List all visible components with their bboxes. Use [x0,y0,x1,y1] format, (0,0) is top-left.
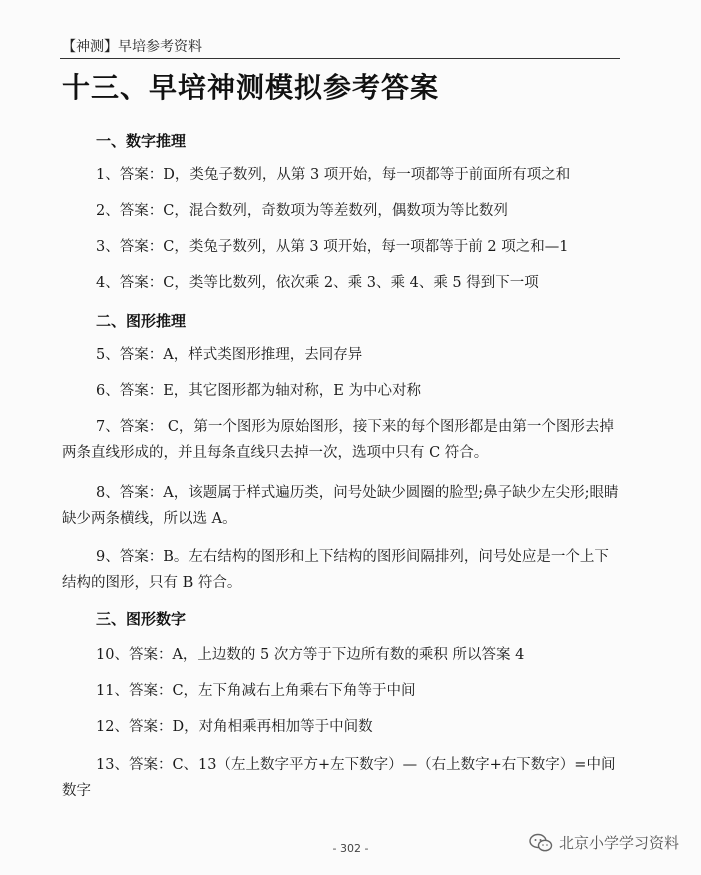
wechat-icon [529,833,553,853]
page-number: - 302 - [332,842,369,855]
answer-item: 3、答案：C，类兔子数列，从第 3 项开始，每一项都等于前 2 项之和—1 [96,239,569,255]
answer-item: 7、答案： C，第一个图形为原始图形，接下来的每个图形都是由第一个图形去掉两条直线形成的，并且每条直线只去掉一次，选项中只有 C 符合。 [62,419,614,461]
watermark [529,832,679,853]
section-heading-figure-numbers: 三、图形数字 [96,610,187,628]
answer-item: 10、答案：A，上边数的 5 次方等于下边所有数的乘积 所以答案 4 [96,647,525,663]
answer-item: 12、答案：D，对角相乘再相加等于中间数 [96,719,373,735]
header-rule [60,58,620,59]
watermark-text: 北京小学学习资料 [558,834,679,852]
answer-item: 4、答案：C，类等比数列，依次乘 2、乘 3、乘 4、乘 5 得到下一项 [96,275,539,291]
answer-item: 11、答案：C，左下角减右上角乘右下角等于中间 [96,683,416,699]
answer-item: 1、答案：D，类兔子数列，从第 3 项开始，每一项都等于前面所有项之和 [96,167,571,183]
section-heading-figure-reasoning: 二、图形推理 [96,312,187,330]
answer-item: 6、答案：E，其它图形都为轴对称，E 为中心对称 [96,383,422,399]
section-heading-number-reasoning: 一、数字推理 [96,132,187,150]
answer-item: 2、答案：C，混合数列，奇数项为等差数列，偶数项为等比数列 [96,203,508,219]
answer-item: 9、答案：B。左右结构的图形和上下结构的图形间隔排列，问号处应是一个上下结构的图形，只有 B 符合。 [62,549,609,591]
answer-item: 8、答案：A，该题属于样式遍历类，问号处缺少圆圈的脸型;鼻子缺少左尖形;眼睛缺少两条横线，所以选 A。 [62,485,619,527]
page-title: 十三、早培神测模拟参考答案 [62,71,440,104]
header-tag: 【神测】早培参考资料 [62,39,202,55]
answer-item: 13、答案：C、13（左上数字平方+左下数字）—（右上数字+右下数字）=中间数字 [62,757,616,799]
answer-item: 5、答案：A，样式类图形推理，去同存异 [96,347,363,363]
